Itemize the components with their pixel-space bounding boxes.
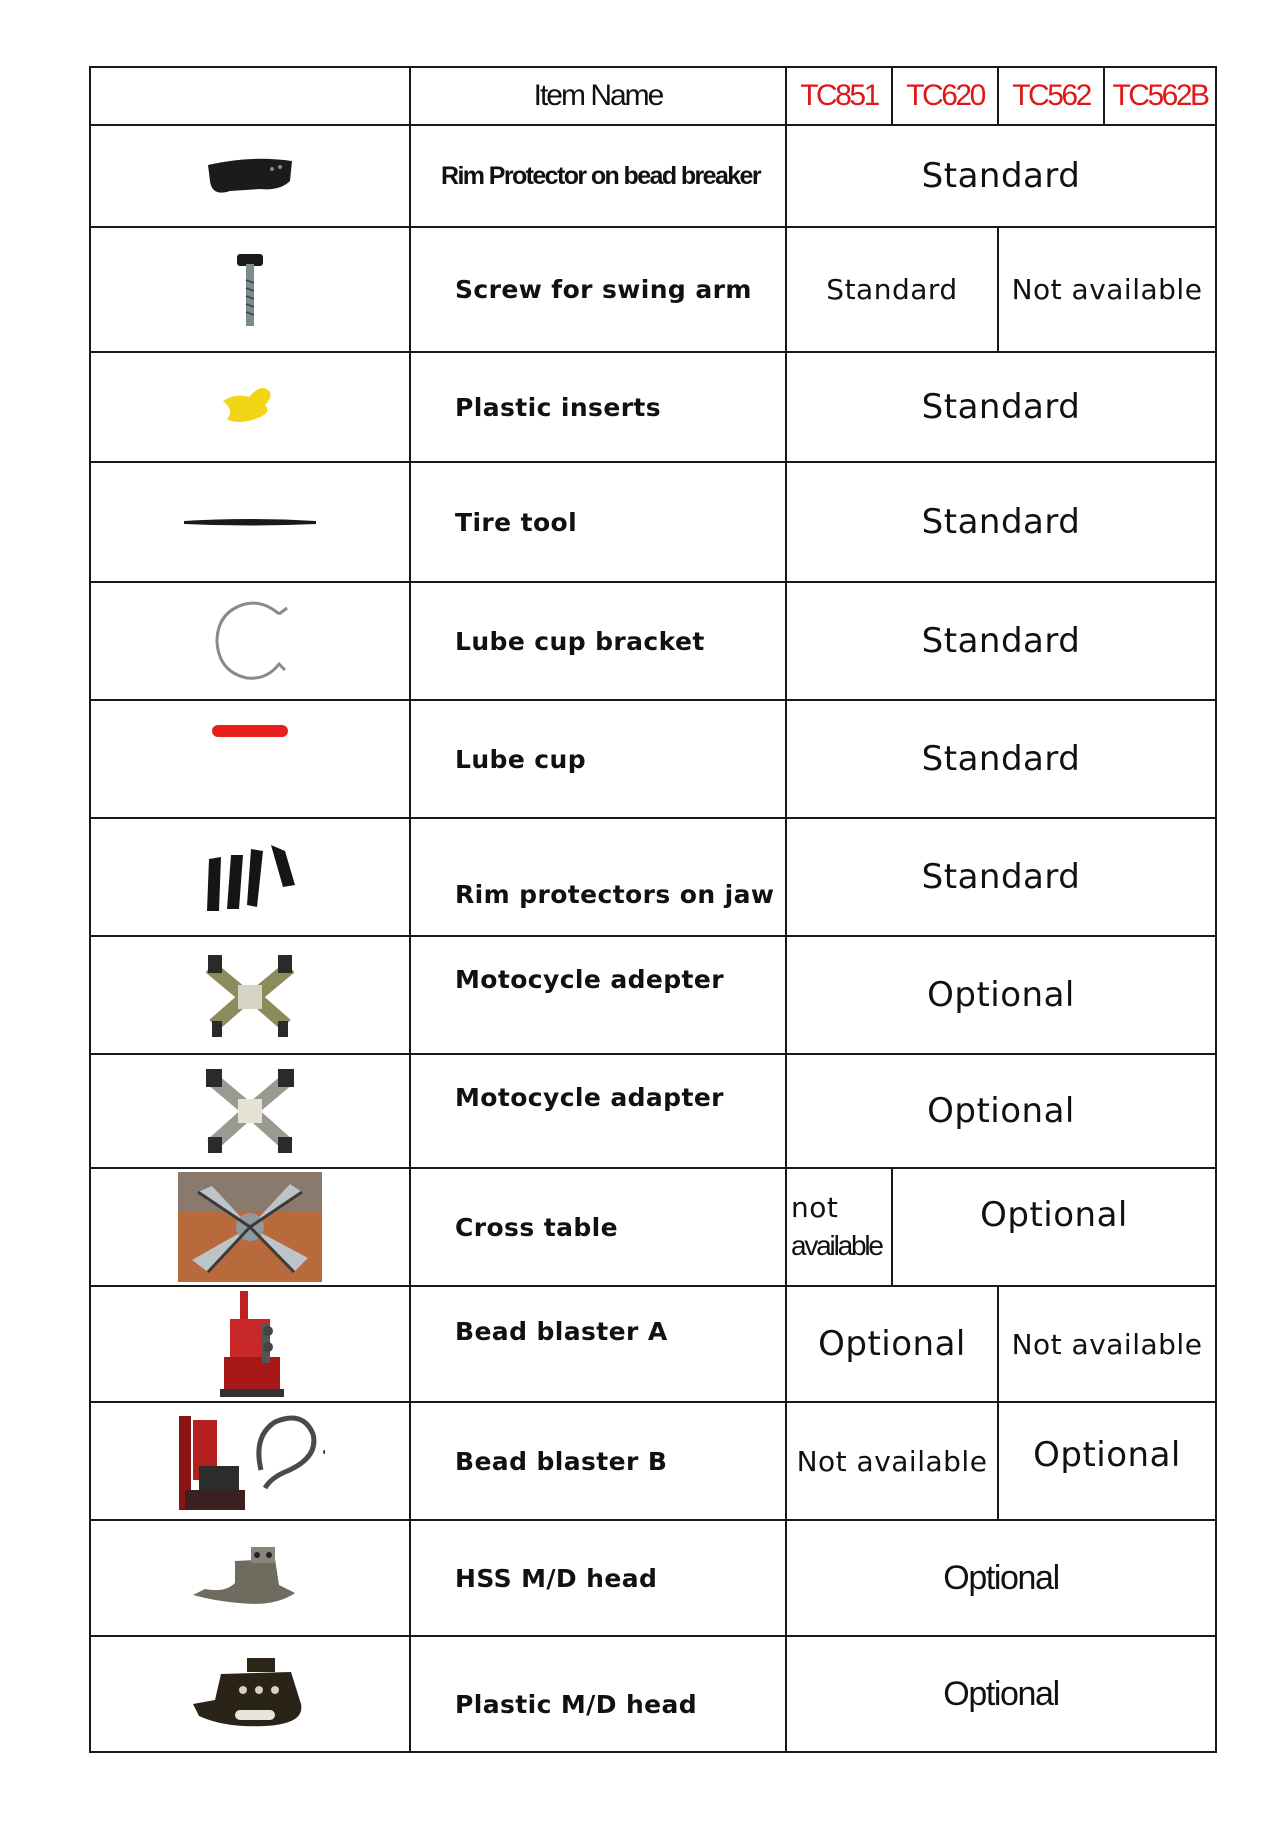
item-name: Rim protectors on jaw bbox=[410, 818, 786, 936]
item-image-cell bbox=[90, 1168, 410, 1286]
header-model-tc562: TC562 bbox=[998, 67, 1104, 125]
item-name: Cross table bbox=[410, 1168, 786, 1286]
table-row bbox=[90, 1286, 1216, 1402]
bead-blaster-icon bbox=[175, 1406, 325, 1516]
header-image-cell bbox=[90, 67, 410, 125]
item-name: HSS M/D head bbox=[410, 1520, 786, 1636]
item-image-cell bbox=[90, 936, 410, 1054]
lube-cup-icon bbox=[208, 717, 292, 747]
availability-value bbox=[786, 1168, 892, 1286]
item-image-cell bbox=[90, 125, 410, 227]
availability-value: Standard bbox=[786, 352, 1216, 462]
accessory-table bbox=[89, 66, 1217, 1753]
rim-protector-icon bbox=[200, 151, 300, 201]
table-row bbox=[90, 582, 1216, 700]
header-row bbox=[90, 67, 1216, 125]
availability-line: not bbox=[791, 1191, 839, 1224]
md-head-icon bbox=[185, 1543, 315, 1613]
availability-value: Standard bbox=[786, 582, 1216, 700]
availability-value: Not available bbox=[998, 227, 1216, 352]
cross-table-icon bbox=[178, 1172, 322, 1282]
item-name: Motocycle adapter bbox=[410, 1054, 786, 1168]
bracket-icon bbox=[205, 596, 295, 686]
moto-adapter-icon bbox=[190, 1063, 310, 1159]
table-row bbox=[90, 1054, 1216, 1168]
availability-value: Optional bbox=[786, 1286, 998, 1402]
item-name: Tire tool bbox=[410, 462, 786, 582]
item-name: Lube cup bracket bbox=[410, 582, 786, 700]
table-row bbox=[90, 1168, 1216, 1286]
header-model-tc620: TC620 bbox=[892, 67, 998, 125]
table-row bbox=[90, 1402, 1216, 1520]
table-row bbox=[90, 125, 1216, 227]
availability-value: Optional bbox=[786, 936, 1216, 1054]
item-image-cell bbox=[90, 1402, 410, 1520]
availability-value: Optional bbox=[786, 1636, 1216, 1752]
availability-value: Optional bbox=[786, 1520, 1216, 1636]
header-model-tc562b: TC562B bbox=[1104, 67, 1216, 125]
item-name: Motocycle adepter bbox=[410, 936, 786, 1054]
item-name: Lube cup bbox=[410, 700, 786, 818]
availability-value: Standard bbox=[786, 125, 1216, 227]
item-name: Plastic inserts bbox=[410, 352, 786, 462]
item-image-cell bbox=[90, 462, 410, 582]
jaw-protectors-icon bbox=[195, 837, 305, 917]
availability-value: Standard bbox=[786, 227, 998, 352]
table-row bbox=[90, 227, 1216, 352]
item-name: Bead blaster B bbox=[410, 1402, 786, 1520]
table-row bbox=[90, 352, 1216, 462]
bead-blaster-icon bbox=[210, 1289, 290, 1399]
availability-value: Standard bbox=[786, 818, 1216, 936]
item-image-cell bbox=[90, 352, 410, 462]
table-row bbox=[90, 818, 1216, 936]
item-image-cell bbox=[90, 1520, 410, 1636]
md-head-icon bbox=[185, 1654, 315, 1734]
availability-value: Optional bbox=[892, 1168, 1216, 1286]
item-image-cell bbox=[90, 1636, 410, 1752]
moto-adapter-icon bbox=[190, 947, 310, 1043]
header-item-name: Item Name bbox=[410, 67, 786, 125]
availability-value: Not available bbox=[786, 1402, 998, 1520]
item-image-cell bbox=[90, 227, 410, 352]
availability-line: available bbox=[791, 1230, 882, 1261]
tire-tool-icon bbox=[180, 512, 320, 532]
table-row bbox=[90, 1636, 1216, 1752]
table-row bbox=[90, 1520, 1216, 1636]
header-model-tc851: TC851 bbox=[786, 67, 892, 125]
table-row bbox=[90, 462, 1216, 582]
availability-value: Standard bbox=[786, 462, 1216, 582]
item-name: Rim Protector on bead breaker bbox=[410, 125, 786, 227]
item-image-cell bbox=[90, 1054, 410, 1168]
table-row bbox=[90, 700, 1216, 818]
item-image-cell bbox=[90, 700, 410, 818]
availability-value: Standard bbox=[786, 700, 1216, 818]
availability-value: Optional bbox=[786, 1054, 1216, 1168]
item-name: Screw for swing arm bbox=[410, 227, 786, 352]
screw-icon bbox=[225, 250, 275, 330]
availability-value: Optional bbox=[998, 1402, 1216, 1520]
item-image-cell bbox=[90, 582, 410, 700]
plastic-insert-icon bbox=[215, 379, 285, 435]
item-name: Bead blaster A bbox=[410, 1286, 786, 1402]
item-image-cell bbox=[90, 818, 410, 936]
table-row bbox=[90, 936, 1216, 1054]
item-name: Plastic M/D head bbox=[410, 1636, 786, 1752]
availability-value: Not available bbox=[998, 1286, 1216, 1402]
item-image-cell bbox=[90, 1286, 410, 1402]
